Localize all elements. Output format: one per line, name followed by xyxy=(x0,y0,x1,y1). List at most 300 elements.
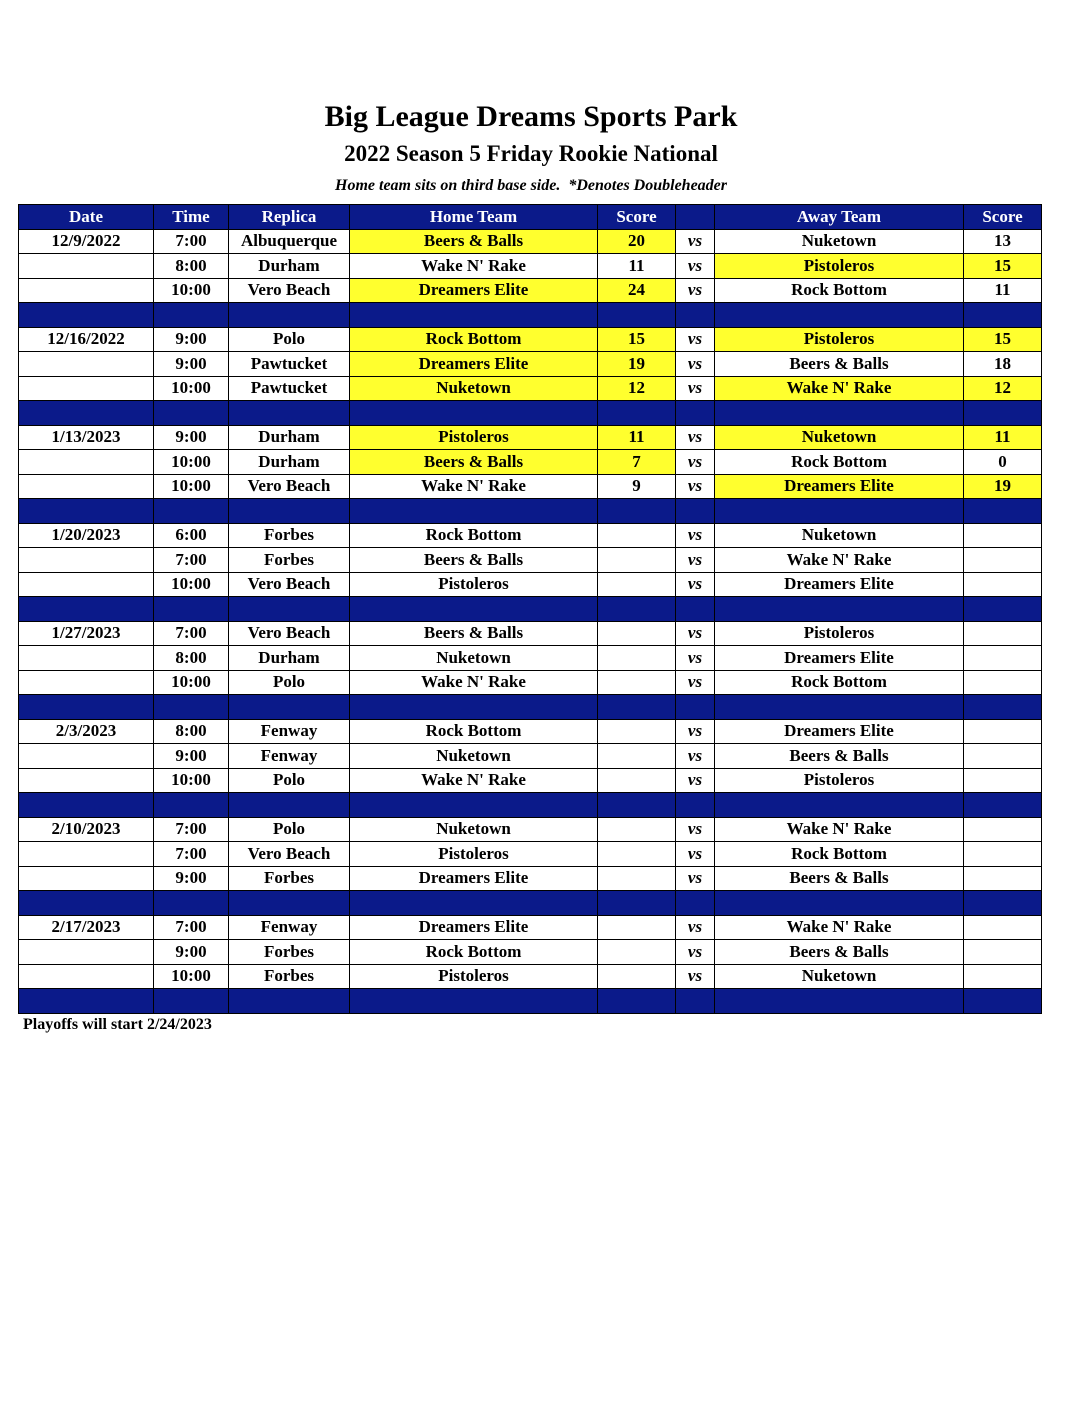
replica-cell: Fenway xyxy=(229,915,350,940)
separator-cell xyxy=(350,891,598,916)
home-score-cell xyxy=(598,940,676,965)
table-row xyxy=(19,352,1042,377)
separator-cell xyxy=(676,499,715,524)
home-score-cell: 12 xyxy=(598,376,676,401)
time-cell: 7:00 xyxy=(154,842,229,867)
home-team-cell: Rock Bottom xyxy=(350,940,598,965)
table-row xyxy=(19,450,1042,475)
date-cell xyxy=(19,842,154,867)
away-team-cell: Beers & Balls xyxy=(715,352,964,377)
table-row xyxy=(19,254,1042,279)
vs-cell: vs xyxy=(676,376,715,401)
away-team-cell: Pistoleros xyxy=(715,254,964,279)
home-score-cell xyxy=(598,548,676,573)
time-cell: 10:00 xyxy=(154,450,229,475)
vs-cell: vs xyxy=(676,744,715,769)
separator-cell xyxy=(154,989,229,1014)
home-team-cell: Dreamers Elite xyxy=(350,915,598,940)
home-score-cell: 24 xyxy=(598,278,676,303)
time-cell: 10:00 xyxy=(154,572,229,597)
replica-cell: Vero Beach xyxy=(229,621,350,646)
vs-cell: vs xyxy=(676,940,715,965)
away-score-cell xyxy=(964,915,1042,940)
home-team-cell: Rock Bottom xyxy=(350,327,598,352)
replica-cell: Forbes xyxy=(229,866,350,891)
date-cell xyxy=(19,940,154,965)
separator-cell xyxy=(964,597,1042,622)
replica-cell: Vero Beach xyxy=(229,572,350,597)
vs-cell: vs xyxy=(676,425,715,450)
replica-cell: Polo xyxy=(229,768,350,793)
separator-cell xyxy=(964,695,1042,720)
separator-cell xyxy=(598,597,676,622)
time-cell: 8:00 xyxy=(154,719,229,744)
away-team-cell: Pistoleros xyxy=(715,621,964,646)
time-cell: 8:00 xyxy=(154,646,229,671)
date-cell: 1/27/2023 xyxy=(19,621,154,646)
away-team-cell: Rock Bottom xyxy=(715,278,964,303)
replica-cell: Durham xyxy=(229,425,350,450)
table-row xyxy=(19,964,1042,989)
replica-cell: Forbes xyxy=(229,964,350,989)
col-header-away-team: Away Team xyxy=(715,205,964,230)
week-separator-row xyxy=(19,303,1042,328)
separator-cell xyxy=(964,989,1042,1014)
table-row xyxy=(19,474,1042,499)
time-cell: 9:00 xyxy=(154,425,229,450)
table-row xyxy=(19,842,1042,867)
away-team-cell: Wake N' Rake xyxy=(715,548,964,573)
home-team-cell: Nuketown xyxy=(350,646,598,671)
home-score-cell xyxy=(598,842,676,867)
home-team-cell: Dreamers Elite xyxy=(350,352,598,377)
table-row xyxy=(19,646,1042,671)
table-row xyxy=(19,719,1042,744)
home-score-cell xyxy=(598,670,676,695)
replica-cell: Polo xyxy=(229,327,350,352)
home-score-cell: 20 xyxy=(598,229,676,254)
time-cell: 7:00 xyxy=(154,548,229,573)
week-separator-row xyxy=(19,989,1042,1014)
away-team-cell: Wake N' Rake xyxy=(715,915,964,940)
separator-cell xyxy=(19,597,154,622)
away-team-cell: Beers & Balls xyxy=(715,940,964,965)
date-cell xyxy=(19,866,154,891)
separator-cell xyxy=(964,793,1042,818)
separator-cell xyxy=(715,989,964,1014)
time-cell: 8:00 xyxy=(154,254,229,279)
away-score-cell xyxy=(964,572,1042,597)
home-score-cell: 19 xyxy=(598,352,676,377)
week-separator-row xyxy=(19,597,1042,622)
home-team-cell: Beers & Balls xyxy=(350,450,598,475)
separator-cell xyxy=(229,499,350,524)
away-score-cell xyxy=(964,866,1042,891)
week-separator-row xyxy=(19,695,1042,720)
date-cell xyxy=(19,744,154,769)
away-score-cell xyxy=(964,940,1042,965)
away-score-cell xyxy=(964,842,1042,867)
replica-cell: Vero Beach xyxy=(229,842,350,867)
home-team-cell: Rock Bottom xyxy=(350,523,598,548)
time-cell: 6:00 xyxy=(154,523,229,548)
separator-cell xyxy=(229,695,350,720)
date-cell xyxy=(19,474,154,499)
separator-cell xyxy=(676,695,715,720)
table-row xyxy=(19,229,1042,254)
vs-cell: vs xyxy=(676,646,715,671)
date-cell: 12/9/2022 xyxy=(19,229,154,254)
home-score-cell xyxy=(598,768,676,793)
separator-cell xyxy=(598,695,676,720)
separator-cell xyxy=(229,303,350,328)
away-score-cell: 11 xyxy=(964,425,1042,450)
date-cell xyxy=(19,254,154,279)
away-team-cell: Nuketown xyxy=(715,964,964,989)
table-row xyxy=(19,376,1042,401)
table-row xyxy=(19,548,1042,573)
date-cell xyxy=(19,646,154,671)
away-score-cell: 15 xyxy=(964,327,1042,352)
date-cell xyxy=(19,548,154,573)
separator-cell xyxy=(154,597,229,622)
separator-cell xyxy=(715,597,964,622)
col-header-replica: Replica xyxy=(229,205,350,230)
replica-cell: Durham xyxy=(229,254,350,279)
table-row xyxy=(19,327,1042,352)
separator-cell xyxy=(19,891,154,916)
home-score-cell xyxy=(598,646,676,671)
separator-cell xyxy=(676,793,715,818)
away-team-cell: Rock Bottom xyxy=(715,842,964,867)
separator-cell xyxy=(598,793,676,818)
vs-cell: vs xyxy=(676,548,715,573)
separator-cell xyxy=(598,891,676,916)
vs-cell: vs xyxy=(676,768,715,793)
table-header-row xyxy=(19,205,1042,230)
col-header-vs xyxy=(676,205,715,230)
replica-cell: Albuquerque xyxy=(229,229,350,254)
replica-cell: Durham xyxy=(229,450,350,475)
away-score-cell xyxy=(964,548,1042,573)
vs-cell: vs xyxy=(676,278,715,303)
separator-cell xyxy=(19,499,154,524)
vs-cell: vs xyxy=(676,474,715,499)
date-cell: 2/3/2023 xyxy=(19,719,154,744)
table-row xyxy=(19,817,1042,842)
date-cell xyxy=(19,352,154,377)
separator-cell xyxy=(19,989,154,1014)
table-row xyxy=(19,744,1042,769)
home-score-cell: 15 xyxy=(598,327,676,352)
separator-cell xyxy=(229,891,350,916)
away-team-cell: Beers & Balls xyxy=(715,744,964,769)
away-score-cell: 0 xyxy=(964,450,1042,475)
home-score-cell xyxy=(598,719,676,744)
separator-cell xyxy=(676,303,715,328)
separator-cell xyxy=(19,695,154,720)
separator-cell xyxy=(676,401,715,426)
separator-cell xyxy=(676,989,715,1014)
home-team-cell: Dreamers Elite xyxy=(350,866,598,891)
page-title: Big League Dreams Sports Park xyxy=(324,100,738,133)
separator-cell xyxy=(154,401,229,426)
replica-cell: Fenway xyxy=(229,719,350,744)
replica-cell: Vero Beach xyxy=(229,278,350,303)
vs-cell: vs xyxy=(676,621,715,646)
home-score-cell xyxy=(598,817,676,842)
time-cell: 10:00 xyxy=(154,670,229,695)
away-score-cell xyxy=(964,719,1042,744)
away-score-cell: 13 xyxy=(964,229,1042,254)
replica-cell: Forbes xyxy=(229,523,350,548)
home-score-cell xyxy=(598,915,676,940)
date-cell: 1/13/2023 xyxy=(19,425,154,450)
time-cell: 9:00 xyxy=(154,940,229,965)
separator-cell xyxy=(350,303,598,328)
separator-cell xyxy=(964,401,1042,426)
away-score-cell: 18 xyxy=(964,352,1042,377)
table-row xyxy=(19,621,1042,646)
home-team-cell: Pistoleros xyxy=(350,842,598,867)
table-row xyxy=(19,866,1042,891)
replica-cell: Forbes xyxy=(229,940,350,965)
replica-cell: Vero Beach xyxy=(229,474,350,499)
time-cell: 10:00 xyxy=(154,376,229,401)
away-team-cell: Rock Bottom xyxy=(715,670,964,695)
replica-cell: Forbes xyxy=(229,548,350,573)
separator-cell xyxy=(964,303,1042,328)
time-cell: 10:00 xyxy=(154,278,229,303)
time-cell: 7:00 xyxy=(154,621,229,646)
vs-cell: vs xyxy=(676,523,715,548)
replica-cell: Fenway xyxy=(229,744,350,769)
home-team-cell: Nuketown xyxy=(350,817,598,842)
time-cell: 7:00 xyxy=(154,229,229,254)
week-separator-row xyxy=(19,401,1042,426)
replica-cell: Durham xyxy=(229,646,350,671)
date-cell xyxy=(19,572,154,597)
vs-cell: vs xyxy=(676,719,715,744)
home-score-cell xyxy=(598,866,676,891)
separator-cell xyxy=(229,793,350,818)
separator-cell xyxy=(19,303,154,328)
away-score-cell: 11 xyxy=(964,278,1042,303)
home-team-cell: Beers & Balls xyxy=(350,621,598,646)
away-team-cell: Rock Bottom xyxy=(715,450,964,475)
away-team-cell: Nuketown xyxy=(715,523,964,548)
time-cell: 10:00 xyxy=(154,964,229,989)
col-header-home-score: Score xyxy=(598,205,676,230)
date-cell xyxy=(19,964,154,989)
time-cell: 9:00 xyxy=(154,327,229,352)
home-team-cell: Pistoleros xyxy=(350,425,598,450)
week-separator-row xyxy=(19,793,1042,818)
table-row xyxy=(19,768,1042,793)
time-cell: 9:00 xyxy=(154,352,229,377)
time-cell: 9:00 xyxy=(154,744,229,769)
separator-cell xyxy=(350,793,598,818)
home-score-cell: 7 xyxy=(598,450,676,475)
time-cell: 7:00 xyxy=(154,817,229,842)
separator-cell xyxy=(19,401,154,426)
away-team-cell: Dreamers Elite xyxy=(715,474,964,499)
home-score-cell: 9 xyxy=(598,474,676,499)
home-team-cell: Dreamers Elite xyxy=(350,278,598,303)
separator-cell xyxy=(229,401,350,426)
separator-cell xyxy=(598,303,676,328)
date-cell: 2/10/2023 xyxy=(19,817,154,842)
date-cell xyxy=(19,450,154,475)
separator-cell xyxy=(229,597,350,622)
home-team-cell: Beers & Balls xyxy=(350,229,598,254)
home-score-cell: 11 xyxy=(598,254,676,279)
away-score-cell xyxy=(964,964,1042,989)
separator-cell xyxy=(154,695,229,720)
table-row xyxy=(19,670,1042,695)
away-score-cell xyxy=(964,670,1042,695)
replica-cell: Pawtucket xyxy=(229,376,350,401)
schedule-body xyxy=(19,229,1042,1013)
home-team-cell: Wake N' Rake xyxy=(350,254,598,279)
vs-cell: vs xyxy=(676,915,715,940)
separator-cell xyxy=(715,891,964,916)
week-separator-row xyxy=(19,499,1042,524)
separator-cell xyxy=(964,891,1042,916)
col-header-home-team: Home Team xyxy=(350,205,598,230)
vs-cell: vs xyxy=(676,670,715,695)
away-score-cell xyxy=(964,523,1042,548)
separator-cell xyxy=(715,499,964,524)
vs-cell: vs xyxy=(676,352,715,377)
time-cell: 10:00 xyxy=(154,768,229,793)
separator-cell xyxy=(154,793,229,818)
away-score-cell: 19 xyxy=(964,474,1042,499)
table-row xyxy=(19,278,1042,303)
home-team-cell: Rock Bottom xyxy=(350,719,598,744)
separator-cell xyxy=(154,499,229,524)
replica-cell: Pawtucket xyxy=(229,352,350,377)
separator-cell xyxy=(154,891,229,916)
vs-cell: vs xyxy=(676,866,715,891)
away-team-cell: Wake N' Rake xyxy=(715,376,964,401)
date-cell xyxy=(19,768,154,793)
away-team-cell: Nuketown xyxy=(715,229,964,254)
time-cell: 9:00 xyxy=(154,866,229,891)
away-team-cell: Dreamers Elite xyxy=(715,719,964,744)
away-team-cell: Dreamers Elite xyxy=(715,572,964,597)
home-team-cell: Pistoleros xyxy=(350,572,598,597)
home-team-cell: Beers & Balls xyxy=(350,548,598,573)
date-cell: 2/17/2023 xyxy=(19,915,154,940)
home-score-cell xyxy=(598,744,676,769)
separator-cell xyxy=(350,499,598,524)
separator-cell xyxy=(964,499,1042,524)
date-cell xyxy=(19,278,154,303)
date-cell: 12/16/2022 xyxy=(19,327,154,352)
vs-cell: vs xyxy=(676,817,715,842)
vs-cell: vs xyxy=(676,229,715,254)
vs-cell: vs xyxy=(676,327,715,352)
table-row xyxy=(19,940,1042,965)
col-header-away-score: Score xyxy=(964,205,1042,230)
separator-cell xyxy=(598,989,676,1014)
footer-note: Playoffs will start 2/24/2023 xyxy=(23,1016,212,1033)
col-header-time: Time xyxy=(154,205,229,230)
schedule-table xyxy=(18,204,1042,1014)
separator-cell xyxy=(350,597,598,622)
separator-cell xyxy=(715,303,964,328)
table-row xyxy=(19,915,1042,940)
away-team-cell: Dreamers Elite xyxy=(715,646,964,671)
away-score-cell: 12 xyxy=(964,376,1042,401)
table-row xyxy=(19,523,1042,548)
separator-cell xyxy=(350,989,598,1014)
home-team-cell: Wake N' Rake xyxy=(350,670,598,695)
separator-cell xyxy=(715,401,964,426)
home-team-cell: Pistoleros xyxy=(350,964,598,989)
time-cell: 7:00 xyxy=(154,915,229,940)
table-row xyxy=(19,425,1042,450)
separator-cell xyxy=(350,401,598,426)
away-score-cell xyxy=(964,646,1042,671)
separator-cell xyxy=(598,499,676,524)
away-score-cell xyxy=(964,621,1042,646)
header-note: Home team sits on third base side. *Denotes Doubleheader xyxy=(335,177,727,194)
separator-cell xyxy=(715,793,964,818)
home-score-cell: 11 xyxy=(598,425,676,450)
vs-cell: vs xyxy=(676,572,715,597)
separator-cell xyxy=(19,793,154,818)
separator-cell xyxy=(229,989,350,1014)
week-separator-row xyxy=(19,891,1042,916)
replica-cell: Polo xyxy=(229,817,350,842)
home-team-cell: Nuketown xyxy=(350,744,598,769)
away-score-cell xyxy=(964,768,1042,793)
separator-cell xyxy=(676,891,715,916)
away-score-cell xyxy=(964,744,1042,769)
table-row xyxy=(19,572,1042,597)
home-score-cell xyxy=(598,621,676,646)
home-score-cell xyxy=(598,964,676,989)
away-team-cell: Pistoleros xyxy=(715,768,964,793)
time-cell: 10:00 xyxy=(154,474,229,499)
separator-cell xyxy=(350,695,598,720)
home-team-cell: Nuketown xyxy=(350,376,598,401)
away-team-cell: Pistoleros xyxy=(715,327,964,352)
away-team-cell: Wake N' Rake xyxy=(715,817,964,842)
vs-cell: vs xyxy=(676,964,715,989)
home-score-cell xyxy=(598,572,676,597)
vs-cell: vs xyxy=(676,842,715,867)
away-team-cell: Nuketown xyxy=(715,425,964,450)
separator-cell xyxy=(154,303,229,328)
replica-cell: Polo xyxy=(229,670,350,695)
vs-cell: vs xyxy=(676,254,715,279)
away-score-cell xyxy=(964,817,1042,842)
separator-cell xyxy=(598,401,676,426)
page-subtitle: 2022 Season 5 Friday Rookie National xyxy=(344,141,718,166)
date-cell: 1/20/2023 xyxy=(19,523,154,548)
home-score-cell xyxy=(598,523,676,548)
separator-cell xyxy=(715,695,964,720)
away-team-cell: Beers & Balls xyxy=(715,866,964,891)
home-team-cell: Wake N' Rake xyxy=(350,474,598,499)
date-cell xyxy=(19,670,154,695)
away-score-cell: 15 xyxy=(964,254,1042,279)
vs-cell: vs xyxy=(676,450,715,475)
separator-cell xyxy=(676,597,715,622)
